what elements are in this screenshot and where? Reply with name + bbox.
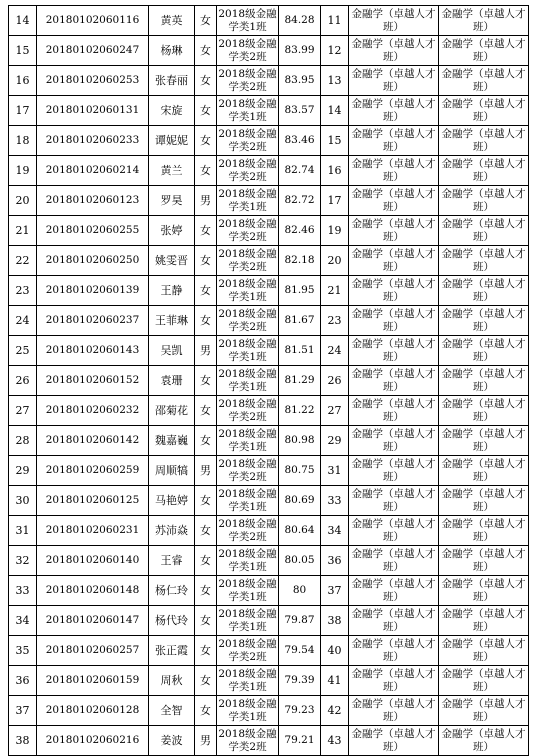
score-cell: 79.23 bbox=[279, 696, 321, 726]
student-name-cell: 王菲琳 bbox=[149, 306, 195, 336]
assigned-program-cell: 金融学（卓越人才班） bbox=[439, 426, 529, 456]
score-cell: 79.39 bbox=[279, 666, 321, 696]
assigned-program-cell: 金融学（卓越人才班） bbox=[439, 186, 529, 216]
row-index-cell: 14 bbox=[9, 6, 37, 36]
student-name-cell: 张春丽 bbox=[149, 66, 195, 96]
rank-cell: 37 bbox=[321, 576, 349, 606]
table-row bbox=[9, 486, 529, 516]
score-cell: 83.57 bbox=[279, 96, 321, 126]
table-row bbox=[9, 426, 529, 456]
class-cell: 2018级金融学类1班 bbox=[217, 666, 279, 696]
table-row bbox=[9, 66, 529, 96]
rank-cell: 27 bbox=[321, 396, 349, 426]
student-name-cell: 王睿 bbox=[149, 546, 195, 576]
class-cell: 2018级金融学类1班 bbox=[217, 606, 279, 636]
row-index-cell: 27 bbox=[9, 396, 37, 426]
major-cell: 金融学（卓越人才班） bbox=[349, 546, 439, 576]
row-index-cell: 24 bbox=[9, 306, 37, 336]
student-name-cell: 张正霞 bbox=[149, 636, 195, 666]
gender-cell: 女 bbox=[195, 606, 217, 636]
row-index-cell: 26 bbox=[9, 366, 37, 396]
assigned-program-cell: 金融学（卓越人才班） bbox=[439, 606, 529, 636]
rank-cell: 24 bbox=[321, 336, 349, 366]
major-cell: 金融学（卓越人才班） bbox=[349, 366, 439, 396]
gender-cell: 女 bbox=[195, 6, 217, 36]
class-cell: 2018级金融学类2班 bbox=[217, 216, 279, 246]
score-cell: 81.29 bbox=[279, 366, 321, 396]
row-index-cell: 37 bbox=[9, 696, 37, 726]
table-row bbox=[9, 156, 529, 186]
major-cell: 金融学（卓越人才班） bbox=[349, 426, 439, 456]
table-row bbox=[9, 696, 529, 726]
student-id-cell: 20180102060140 bbox=[37, 546, 149, 576]
student-id-cell: 20180102060231 bbox=[37, 516, 149, 546]
gender-cell: 女 bbox=[195, 36, 217, 66]
table-row bbox=[9, 366, 529, 396]
score-cell: 82.74 bbox=[279, 156, 321, 186]
gender-cell: 男 bbox=[195, 186, 217, 216]
class-cell: 2018级金融学类2班 bbox=[217, 726, 279, 756]
gender-cell: 男 bbox=[195, 726, 217, 756]
gender-cell: 女 bbox=[195, 66, 217, 96]
row-index-cell: 18 bbox=[9, 126, 37, 156]
assigned-program-cell: 金融学（卓越人才班） bbox=[439, 306, 529, 336]
gender-cell: 女 bbox=[195, 396, 217, 426]
major-cell: 金融学（卓越人才班） bbox=[349, 726, 439, 756]
row-index-cell: 23 bbox=[9, 276, 37, 306]
student-name-cell: 周秋 bbox=[149, 666, 195, 696]
score-cell: 79.54 bbox=[279, 636, 321, 666]
student-id-cell: 20180102060128 bbox=[37, 696, 149, 726]
rank-cell: 11 bbox=[321, 6, 349, 36]
score-cell: 84.28 bbox=[279, 6, 321, 36]
student-name-cell: 苏沛焱 bbox=[149, 516, 195, 546]
gender-cell: 女 bbox=[195, 306, 217, 336]
gender-cell: 女 bbox=[195, 246, 217, 276]
student-name-cell: 姚雯晋 bbox=[149, 246, 195, 276]
row-index-cell: 17 bbox=[9, 96, 37, 126]
table-row bbox=[9, 546, 529, 576]
row-index-cell: 25 bbox=[9, 336, 37, 366]
assigned-program-cell: 金融学（卓越人才班） bbox=[439, 246, 529, 276]
table-row bbox=[9, 6, 529, 36]
student-name-cell: 姜波 bbox=[149, 726, 195, 756]
class-cell: 2018级金融学类2班 bbox=[217, 36, 279, 66]
roster-body bbox=[9, 6, 529, 756]
rank-cell: 12 bbox=[321, 36, 349, 66]
row-index-cell: 22 bbox=[9, 246, 37, 276]
major-cell: 金融学（卓越人才班） bbox=[349, 216, 439, 246]
major-cell: 金融学（卓越人才班） bbox=[349, 36, 439, 66]
assigned-program-cell: 金融学（卓越人才班） bbox=[439, 696, 529, 726]
student-id-cell: 20180102060237 bbox=[37, 306, 149, 336]
student-id-cell: 20180102060250 bbox=[37, 246, 149, 276]
student-name-cell: 马艳婷 bbox=[149, 486, 195, 516]
student-name-cell: 周顺犒 bbox=[149, 456, 195, 486]
score-cell: 80.75 bbox=[279, 456, 321, 486]
gender-cell: 女 bbox=[195, 486, 217, 516]
assigned-program-cell: 金融学（卓越人才班） bbox=[439, 396, 529, 426]
student-id-cell: 20180102060255 bbox=[37, 216, 149, 246]
student-id-cell: 20180102060148 bbox=[37, 576, 149, 606]
table-row bbox=[9, 336, 529, 366]
table-row bbox=[9, 126, 529, 156]
student-name-cell: 杨代玲 bbox=[149, 606, 195, 636]
rank-cell: 38 bbox=[321, 606, 349, 636]
major-cell: 金融学（卓越人才班） bbox=[349, 666, 439, 696]
rank-cell: 41 bbox=[321, 666, 349, 696]
student-id-cell: 20180102060125 bbox=[37, 486, 149, 516]
gender-cell: 女 bbox=[195, 576, 217, 606]
student-id-cell: 20180102060214 bbox=[37, 156, 149, 186]
student-id-cell: 20180102060216 bbox=[37, 726, 149, 756]
gender-cell: 女 bbox=[195, 516, 217, 546]
assigned-program-cell: 金融学（卓越人才班） bbox=[439, 66, 529, 96]
row-index-cell: 38 bbox=[9, 726, 37, 756]
score-cell: 80.64 bbox=[279, 516, 321, 546]
score-cell: 81.67 bbox=[279, 306, 321, 336]
gender-cell: 女 bbox=[195, 426, 217, 456]
table-row bbox=[9, 36, 529, 66]
student-roster-table bbox=[8, 5, 529, 756]
score-cell: 80.98 bbox=[279, 426, 321, 456]
row-index-cell: 19 bbox=[9, 156, 37, 186]
class-cell: 2018级金融学类2班 bbox=[217, 126, 279, 156]
assigned-program-cell: 金融学（卓越人才班） bbox=[439, 96, 529, 126]
assigned-program-cell: 金融学（卓越人才班） bbox=[439, 36, 529, 66]
score-cell: 82.18 bbox=[279, 246, 321, 276]
assigned-program-cell: 金融学（卓越人才班） bbox=[439, 6, 529, 36]
assigned-program-cell: 金融学（卓越人才班） bbox=[439, 126, 529, 156]
gender-cell: 女 bbox=[195, 366, 217, 396]
table-row bbox=[9, 216, 529, 246]
student-id-cell: 20180102060116 bbox=[37, 6, 149, 36]
gender-cell: 女 bbox=[195, 546, 217, 576]
gender-cell: 女 bbox=[195, 636, 217, 666]
student-name-cell: 杨琳 bbox=[149, 36, 195, 66]
assigned-program-cell: 金融学（卓越人才班） bbox=[439, 576, 529, 606]
table-row bbox=[9, 456, 529, 486]
rank-cell: 19 bbox=[321, 216, 349, 246]
rank-cell: 15 bbox=[321, 126, 349, 156]
rank-cell: 42 bbox=[321, 696, 349, 726]
rank-cell: 14 bbox=[321, 96, 349, 126]
row-index-cell: 34 bbox=[9, 606, 37, 636]
table-row bbox=[9, 726, 529, 756]
rank-cell: 34 bbox=[321, 516, 349, 546]
class-cell: 2018级金融学类1班 bbox=[217, 426, 279, 456]
major-cell: 金融学（卓越人才班） bbox=[349, 696, 439, 726]
student-name-cell: 罗昊 bbox=[149, 186, 195, 216]
row-index-cell: 16 bbox=[9, 66, 37, 96]
rank-cell: 43 bbox=[321, 726, 349, 756]
class-cell: 2018级金融学类1班 bbox=[217, 696, 279, 726]
score-cell: 81.95 bbox=[279, 276, 321, 306]
assigned-program-cell: 金融学（卓越人才班） bbox=[439, 666, 529, 696]
student-id-cell: 20180102060139 bbox=[37, 276, 149, 306]
class-cell: 2018级金融学类2班 bbox=[217, 156, 279, 186]
row-index-cell: 20 bbox=[9, 186, 37, 216]
major-cell: 金融学（卓越人才班） bbox=[349, 156, 439, 186]
student-id-cell: 20180102060131 bbox=[37, 96, 149, 126]
rank-cell: 23 bbox=[321, 306, 349, 336]
student-name-cell: 黄兰 bbox=[149, 156, 195, 186]
rank-cell: 36 bbox=[321, 546, 349, 576]
gender-cell: 女 bbox=[195, 156, 217, 186]
gender-cell: 男 bbox=[195, 456, 217, 486]
student-name-cell: 邵菊花 bbox=[149, 396, 195, 426]
assigned-program-cell: 金融学（卓越人才班） bbox=[439, 726, 529, 756]
row-index-cell: 31 bbox=[9, 516, 37, 546]
assigned-program-cell: 金融学（卓越人才班） bbox=[439, 156, 529, 186]
major-cell: 金融学（卓越人才班） bbox=[349, 246, 439, 276]
class-cell: 2018级金融学类1班 bbox=[217, 576, 279, 606]
assigned-program-cell: 金融学（卓越人才班） bbox=[439, 336, 529, 366]
student-id-cell: 20180102060123 bbox=[37, 186, 149, 216]
major-cell: 金融学（卓越人才班） bbox=[349, 396, 439, 426]
student-id-cell: 20180102060233 bbox=[37, 126, 149, 156]
major-cell: 金融学（卓越人才班） bbox=[349, 576, 439, 606]
score-cell: 79.21 bbox=[279, 726, 321, 756]
assigned-program-cell: 金融学（卓越人才班） bbox=[439, 276, 529, 306]
rank-cell: 29 bbox=[321, 426, 349, 456]
table-row bbox=[9, 276, 529, 306]
class-cell: 2018级金融学类2班 bbox=[217, 66, 279, 96]
rank-cell: 31 bbox=[321, 456, 349, 486]
major-cell: 金融学（卓越人才班） bbox=[349, 606, 439, 636]
major-cell: 金融学（卓越人才班） bbox=[349, 96, 439, 126]
score-cell: 80.05 bbox=[279, 546, 321, 576]
gender-cell: 女 bbox=[195, 666, 217, 696]
table-row bbox=[9, 576, 529, 606]
rank-cell: 17 bbox=[321, 186, 349, 216]
student-name-cell: 王静 bbox=[149, 276, 195, 306]
major-cell: 金融学（卓越人才班） bbox=[349, 456, 439, 486]
student-id-cell: 20180102060257 bbox=[37, 636, 149, 666]
row-index-cell: 29 bbox=[9, 456, 37, 486]
student-id-cell: 20180102060247 bbox=[37, 36, 149, 66]
score-cell: 80.69 bbox=[279, 486, 321, 516]
score-cell: 82.46 bbox=[279, 216, 321, 246]
gender-cell: 女 bbox=[195, 96, 217, 126]
major-cell: 金融学（卓越人才班） bbox=[349, 486, 439, 516]
row-index-cell: 15 bbox=[9, 36, 37, 66]
major-cell: 金融学（卓越人才班） bbox=[349, 66, 439, 96]
class-cell: 2018级金融学类1班 bbox=[217, 186, 279, 216]
student-id-cell: 20180102060143 bbox=[37, 336, 149, 366]
rank-cell: 21 bbox=[321, 276, 349, 306]
major-cell: 金融学（卓越人才班） bbox=[349, 126, 439, 156]
row-index-cell: 28 bbox=[9, 426, 37, 456]
major-cell: 金融学（卓越人才班） bbox=[349, 186, 439, 216]
assigned-program-cell: 金融学（卓越人才班） bbox=[439, 216, 529, 246]
gender-cell: 女 bbox=[195, 276, 217, 306]
class-cell: 2018级金融学类1班 bbox=[217, 96, 279, 126]
assigned-program-cell: 金融学（卓越人才班） bbox=[439, 516, 529, 546]
assigned-program-cell: 金融学（卓越人才班） bbox=[439, 486, 529, 516]
class-cell: 2018级金融学类1班 bbox=[217, 546, 279, 576]
student-id-cell: 20180102060152 bbox=[37, 366, 149, 396]
row-index-cell: 35 bbox=[9, 636, 37, 666]
student-id-cell: 20180102060142 bbox=[37, 426, 149, 456]
class-cell: 2018级金融学类1班 bbox=[217, 366, 279, 396]
rank-cell: 20 bbox=[321, 246, 349, 276]
table-row bbox=[9, 396, 529, 426]
score-cell: 83.46 bbox=[279, 126, 321, 156]
student-name-cell: 黄英 bbox=[149, 6, 195, 36]
gender-cell: 女 bbox=[195, 696, 217, 726]
student-name-cell: 张婷 bbox=[149, 216, 195, 246]
student-id-cell: 20180102060259 bbox=[37, 456, 149, 486]
assigned-program-cell: 金融学（卓越人才班） bbox=[439, 456, 529, 486]
table-row bbox=[9, 636, 529, 666]
class-cell: 2018级金融学类1班 bbox=[217, 336, 279, 366]
table-row bbox=[9, 246, 529, 276]
student-name-cell: 袁珊 bbox=[149, 366, 195, 396]
gender-cell: 女 bbox=[195, 216, 217, 246]
score-cell: 81.22 bbox=[279, 396, 321, 426]
class-cell: 2018级金融学类2班 bbox=[217, 246, 279, 276]
class-cell: 2018级金融学类2班 bbox=[217, 516, 279, 546]
table-row bbox=[9, 516, 529, 546]
row-index-cell: 32 bbox=[9, 546, 37, 576]
class-cell: 2018级金融学类2班 bbox=[217, 306, 279, 336]
major-cell: 金融学（卓越人才班） bbox=[349, 516, 439, 546]
row-index-cell: 30 bbox=[9, 486, 37, 516]
class-cell: 2018级金融学类1班 bbox=[217, 6, 279, 36]
rank-cell: 33 bbox=[321, 486, 349, 516]
score-cell: 80 bbox=[279, 576, 321, 606]
major-cell: 金融学（卓越人才班） bbox=[349, 276, 439, 306]
score-cell: 79.87 bbox=[279, 606, 321, 636]
row-index-cell: 33 bbox=[9, 576, 37, 606]
student-name-cell: 吴凯 bbox=[149, 336, 195, 366]
major-cell: 金融学（卓越人才班） bbox=[349, 6, 439, 36]
student-id-cell: 20180102060232 bbox=[37, 396, 149, 426]
gender-cell: 男 bbox=[195, 336, 217, 366]
table-row bbox=[9, 186, 529, 216]
rank-cell: 16 bbox=[321, 156, 349, 186]
assigned-program-cell: 金融学（卓越人才班） bbox=[439, 636, 529, 666]
class-cell: 2018级金融学类1班 bbox=[217, 276, 279, 306]
score-cell: 81.51 bbox=[279, 336, 321, 366]
student-id-cell: 20180102060253 bbox=[37, 66, 149, 96]
student-name-cell: 谭妮妮 bbox=[149, 126, 195, 156]
major-cell: 金融学（卓越人才班） bbox=[349, 636, 439, 666]
table-row bbox=[9, 606, 529, 636]
class-cell: 2018级金融学类2班 bbox=[217, 636, 279, 666]
gender-cell: 女 bbox=[195, 126, 217, 156]
student-name-cell: 杨仁玲 bbox=[149, 576, 195, 606]
table-row bbox=[9, 96, 529, 126]
rank-cell: 40 bbox=[321, 636, 349, 666]
class-cell: 2018级金融学类2班 bbox=[217, 396, 279, 426]
student-id-cell: 20180102060147 bbox=[37, 606, 149, 636]
table-row bbox=[9, 666, 529, 696]
assigned-program-cell: 金融学（卓越人才班） bbox=[439, 546, 529, 576]
score-cell: 82.72 bbox=[279, 186, 321, 216]
row-index-cell: 36 bbox=[9, 666, 37, 696]
row-index-cell: 21 bbox=[9, 216, 37, 246]
major-cell: 金融学（卓越人才班） bbox=[349, 306, 439, 336]
student-id-cell: 20180102060159 bbox=[37, 666, 149, 696]
student-name-cell: 全智 bbox=[149, 696, 195, 726]
class-cell: 2018级金融学类1班 bbox=[217, 486, 279, 516]
table-row bbox=[9, 306, 529, 336]
score-cell: 83.95 bbox=[279, 66, 321, 96]
rank-cell: 26 bbox=[321, 366, 349, 396]
major-cell: 金融学（卓越人才班） bbox=[349, 336, 439, 366]
rank-cell: 13 bbox=[321, 66, 349, 96]
assigned-program-cell: 金融学（卓越人才班） bbox=[439, 366, 529, 396]
class-cell: 2018级金融学类2班 bbox=[217, 456, 279, 486]
student-name-cell: 魏嘉巍 bbox=[149, 426, 195, 456]
student-name-cell: 宋旋 bbox=[149, 96, 195, 126]
score-cell: 83.99 bbox=[279, 36, 321, 66]
